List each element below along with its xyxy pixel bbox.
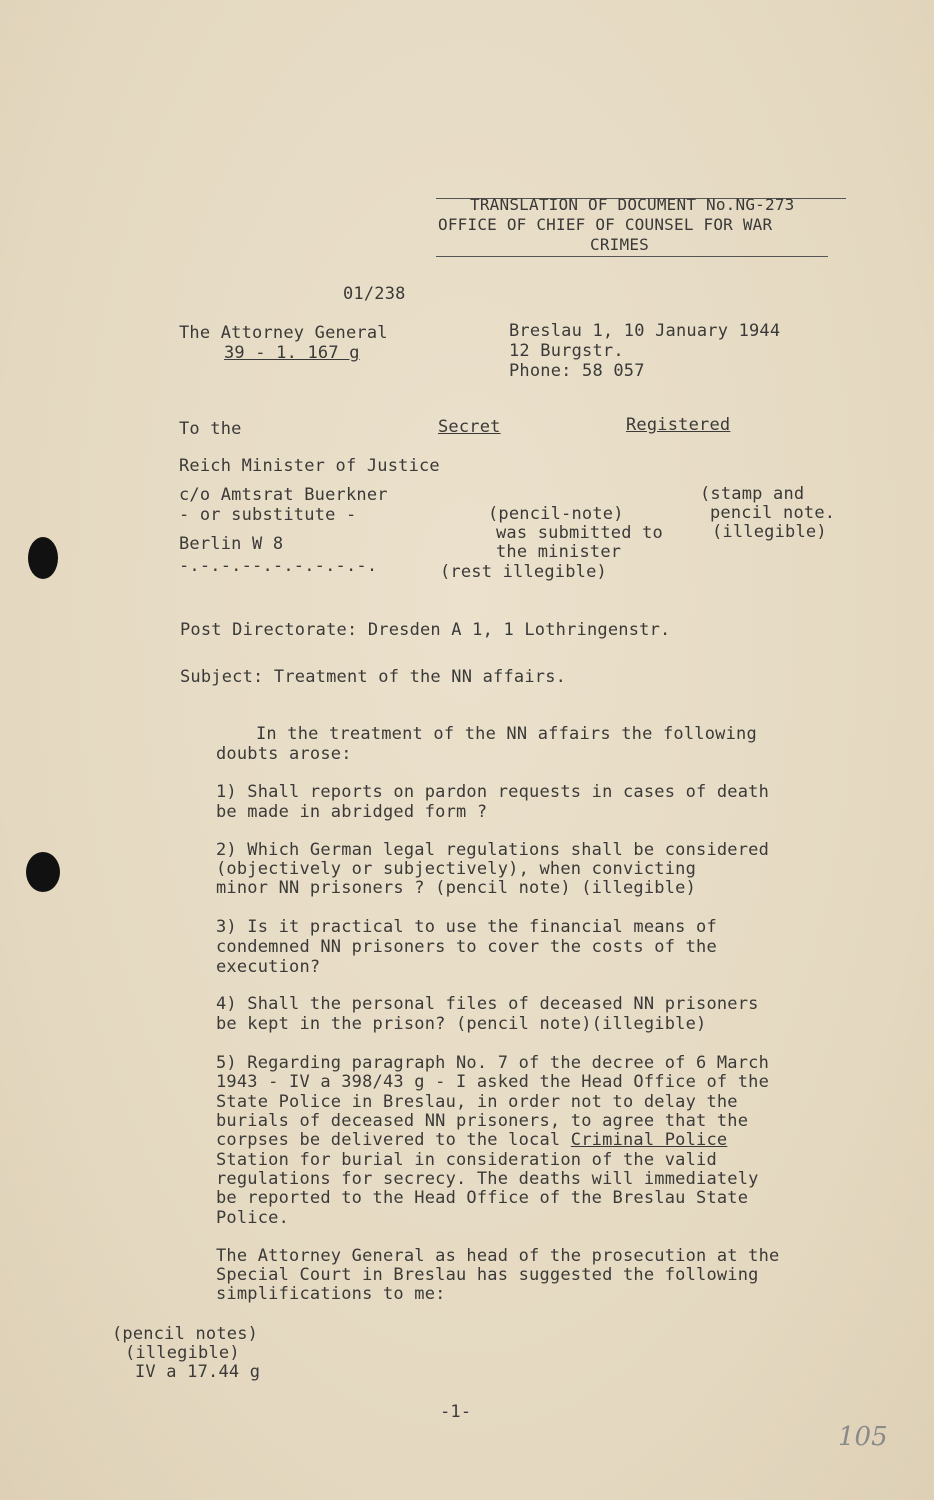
stamp-note-2: pencil note. — [710, 503, 836, 523]
item-5-line-6: Station for burial in consideration of the valid — [216, 1150, 717, 1170]
item-2-line-1: 2) Which German legal regulations shall be considered — [216, 840, 770, 860]
item-5-line-1: 5) Regarding paragraph No. 7 of the decree of 6 March — [216, 1053, 770, 1073]
item-5-line-5 — [216, 1131, 727, 1151]
item-5-line-4: burials of deceased NN prisoners, to agree that the — [216, 1111, 749, 1131]
pencil-notes-bottom-1: (pencil notes) — [112, 1324, 259, 1344]
item-3-line-3: execution? — [216, 957, 321, 977]
item-4-line-2: be kept in the prison? (pencil note)(illegible) — [216, 1014, 707, 1034]
address-line-2: 12 Burgstr. — [509, 341, 624, 361]
item-3-line-1: 3) Is it practical to use the financial means of — [216, 917, 717, 937]
header-line-2: OFFICE OF CHIEF OF COUNSEL FOR WAR — [438, 215, 773, 234]
item-5-line-7: regulations for secrecy. The deaths will immediately — [216, 1169, 759, 1189]
criminal-police-underlined: Criminal Police — [570, 1130, 728, 1150]
item-5-line-8: be reported to the Head Office of the Breslau State — [216, 1188, 749, 1208]
item-1-line-2: be made in abridged form ? — [216, 802, 488, 822]
header-rule-bottom — [436, 256, 828, 257]
pencil-note-middle-2: was submitted to — [496, 523, 663, 543]
item-5-line-5-text: corpses be delivered to the local — [216, 1130, 571, 1150]
item-2-line-3: minor NN prisoners ? (pencil note) (illegible) — [216, 878, 697, 898]
sender-title: The Attorney General — [179, 323, 388, 343]
item-5-line-9: Police. — [216, 1208, 290, 1228]
pencil-notes-bottom-2: (illegible) — [125, 1343, 240, 1363]
address-line-3: Phone: 58 057 — [509, 361, 645, 381]
punch-hole-bottom — [26, 852, 60, 892]
item-2-line-2: (objectively or subjectively), when convicting — [216, 859, 697, 879]
post-directorate: Post Directorate: Dresden A 1, 1 Lothringenstr. — [180, 620, 671, 640]
page-number: -1- — [440, 1402, 472, 1422]
stamp-note-1: (stamp and — [700, 484, 805, 504]
secret-label: Secret — [438, 417, 501, 437]
item-1-line-1: 1) Shall reports on pardon requests in cases of death — [216, 782, 770, 802]
header-line-3: CRIMES — [590, 235, 649, 254]
recipient-line-4: Berlin W 8 — [179, 534, 284, 554]
pencil-notes-bottom-3: IV a 17.44 g — [135, 1362, 261, 1382]
closing-line-1: The Attorney General as head of the prosecution at the — [216, 1246, 780, 1266]
pencil-note-middle-4: (rest illegible) — [440, 562, 607, 582]
recipient-dashes: -.-.-.--.-.-.-.-.-. — [179, 556, 378, 576]
recipient-line-2: c/o Amtsrat Buerkner — [179, 485, 388, 505]
item-4-line-1: 4) Shall the personal files of deceased NN prisoners — [216, 994, 759, 1014]
header-line-1: TRANSLATION OF DOCUMENT No.NG-273 — [470, 195, 795, 214]
closing-line-3: simplifications to me: — [216, 1284, 446, 1304]
sender-reference: 39 - 1. 167 g — [224, 343, 360, 363]
recipient-line-1: Reich Minister of Justice — [179, 456, 440, 476]
intro-line-1: In the treatment of the NN affairs the following — [256, 724, 757, 744]
intro-line-2: doubts arose: — [216, 744, 352, 764]
subject-line: Subject: Treatment of the NN affairs. — [180, 667, 567, 687]
pencil-note-middle-1: (pencil-note) — [488, 504, 624, 524]
punch-hole-top — [28, 537, 58, 579]
closing-line-2: Special Court in Breslau has suggested the following — [216, 1265, 759, 1285]
item-5-line-2: 1943 - IV a 398/43 g - I asked the Head Office of the — [216, 1072, 770, 1092]
address-line-1: Breslau 1, 10 January 1944 — [509, 321, 781, 341]
pencil-note-middle-3: the minister — [496, 542, 622, 562]
stamp-note-3: (illegible) — [712, 522, 827, 542]
item-3-line-2: condemned NN prisoners to cover the costs of the — [216, 937, 717, 957]
to-the-label: To the — [179, 419, 242, 439]
recipient-line-3: - or substitute - — [179, 505, 357, 525]
reference-number: 01/238 — [343, 284, 406, 304]
item-5-line-3: State Police in Breslau, in order not to delay the — [216, 1092, 738, 1112]
handwritten-page-number: 105 — [838, 1422, 888, 1452]
registered-label: Registered — [626, 415, 731, 435]
